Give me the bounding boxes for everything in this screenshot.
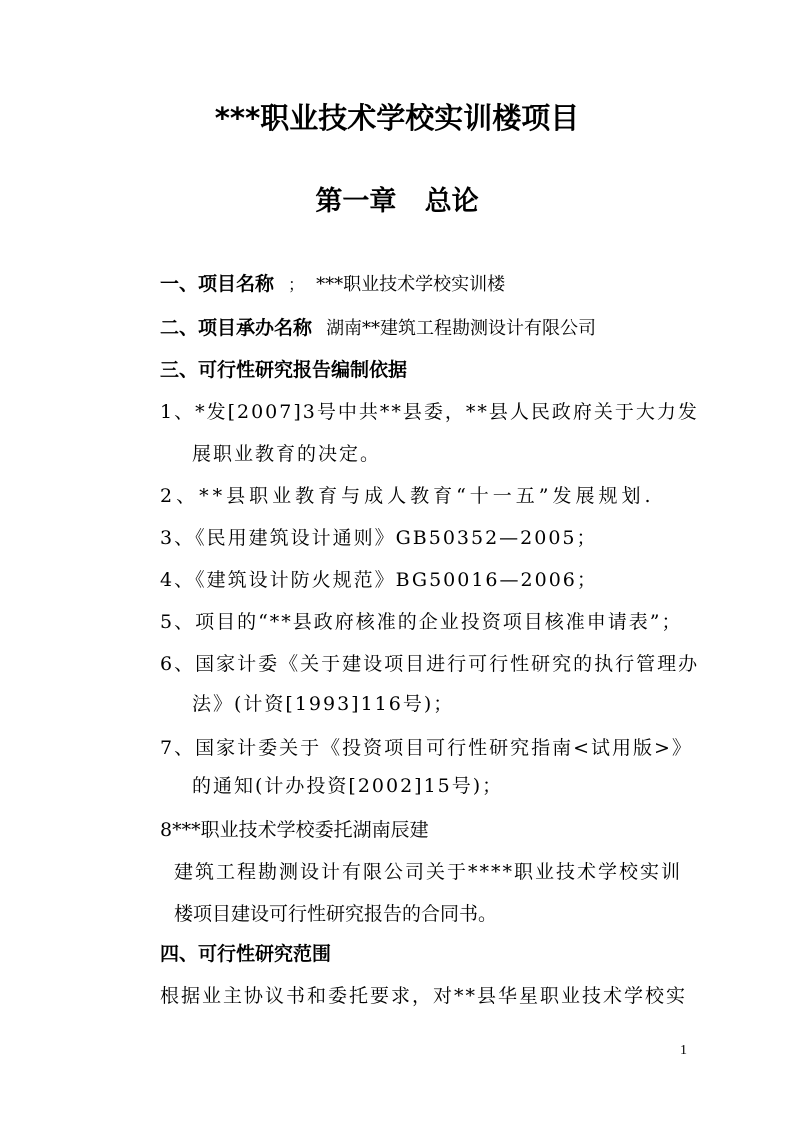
section-value: 湖南**建筑工程勘测设计有限公司 bbox=[326, 318, 597, 339]
document-title: ***职业技术学校实训楼项目 bbox=[214, 101, 580, 135]
basis-item-1-line-1: 1、*发[2007]3号中共**县委，**县人民政府关于大力发 bbox=[160, 401, 699, 423]
separator-text: ； bbox=[288, 275, 305, 294]
section-heading: 一、项目名称 bbox=[160, 273, 275, 295]
basis-item-3: 3、《民用建筑设计通则》GB50352—2005； bbox=[160, 527, 598, 549]
basis-item-2: 2、**县职业教育与成人教育“十一五”发展规划. bbox=[160, 485, 655, 507]
section-organizer bbox=[160, 314, 596, 343]
basis-item-5: 5、项目的“**县政府核准的企业投资项目核准申请表”； bbox=[160, 611, 683, 633]
basis-item-6-line-1: 6、国家计委《关于建设项目进行可行性研究的执行管理办 bbox=[160, 653, 700, 675]
section-value: ***职业技术学校实训楼 bbox=[316, 274, 506, 295]
section-basis-heading: 三、可行性研究报告编制依据 bbox=[160, 359, 408, 381]
section-scope-heading: 四、可行性研究范围 bbox=[160, 943, 332, 965]
section-heading: 二、项目承办名称 bbox=[160, 317, 313, 339]
basis-item-8-line-3: 楼项目建设可行性研究报告的合同书。 bbox=[174, 903, 498, 925]
basis-item-4: 4、《建筑设计防火规范》BG50016—2006； bbox=[160, 569, 598, 591]
basis-item-7-line-2: 的通知(计办投资[2002]15号)； bbox=[192, 775, 504, 797]
basis-item-8-line-2: 建筑工程勘测设计有限公司关于****职业技术学校实训 bbox=[174, 861, 683, 883]
section-project-name bbox=[160, 270, 505, 299]
basis-item-6-line-2: 法》(计资[1993]116号)； bbox=[192, 693, 455, 715]
page-number: 1 bbox=[680, 1043, 687, 1058]
basis-item-1-line-2: 展职业教育的决定。 bbox=[192, 443, 382, 465]
basis-item-8-line-1: 8***职业技术学校委托湖南辰建 bbox=[160, 819, 429, 841]
chapter-heading: 第一章 总论 bbox=[315, 186, 479, 217]
scope-paragraph: 根据业主协议书和委托要求，对**县华星职业技术学校实 bbox=[160, 985, 688, 1007]
basis-item-7-line-1: 7、国家计委关于《投资项目可行性研究指南<试用版>》 bbox=[160, 737, 693, 759]
